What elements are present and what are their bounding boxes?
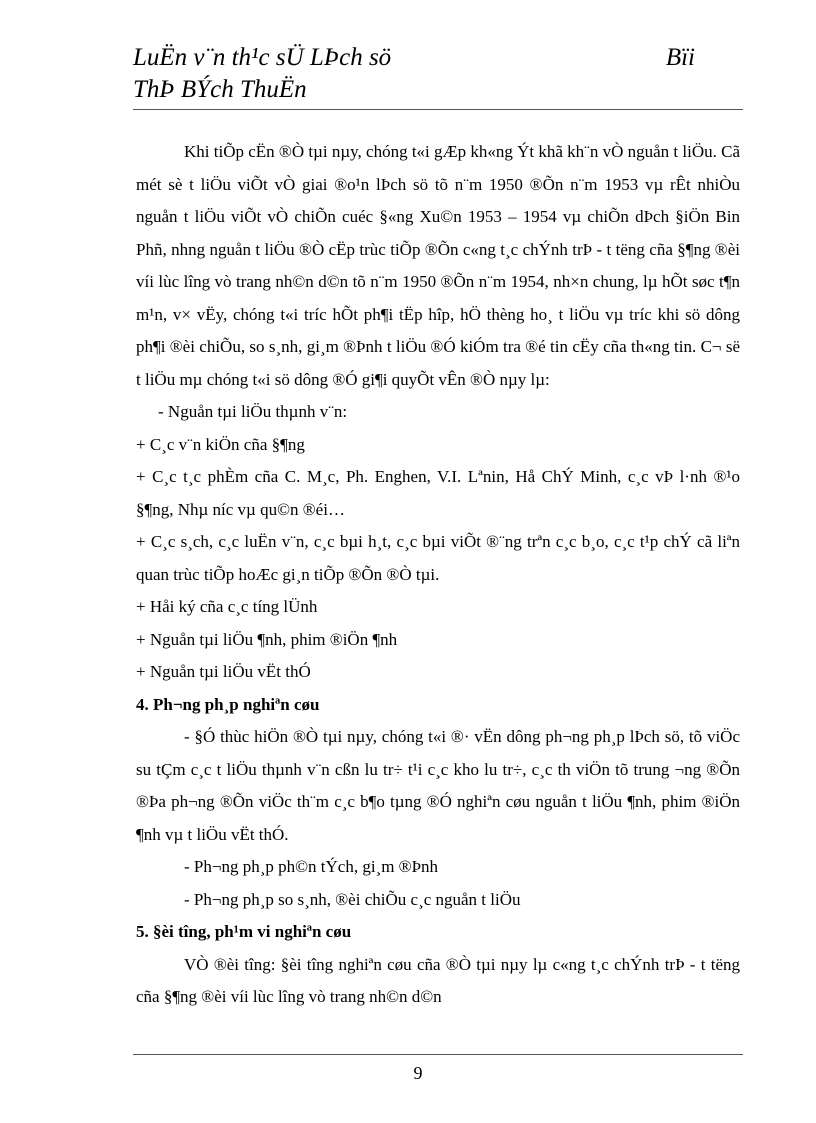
- source-list-item: + Nguån tµi liÖu vËt thÓ: [136, 662, 311, 681]
- footer-divider: [133, 1054, 743, 1055]
- methods-paragraph: - §Ó thùc hiÖn ®Ò tµi nµy, chóng t«i ®· vËn dông ph¬ng ph¸p lÞch sö, tõ viÖc su tÇm c¸c t liÖu thµnh v¨n cßn lu tr÷ t¹i c¸c kho lu tr÷, c¸c th viÖn tõ trung ¬ng ®Õn ®Þa ph¬ng ®Õn viÖc th¨m c¸c b¶o tµng ®Ó nghiªn cøu nguån t liÖu ¶nh, phim ®iÖn ¶nh vµ t liÖu vËt thÓ.: [136, 727, 740, 844]
- method-list-item: - Ph¬ng ph¸p ph©n tÝch, gi¸m ®Þnh: [184, 857, 439, 876]
- intro-paragraph: Khi tiÕp cËn ®Ò tµi nµy, chóng t«i gÆp kh«ng Ýt khã kh¨n vÒ nguån t liÖu. Cã mét sè t liÖu viÕt vÒ giai ®o¹n lÞch sö tõ n¨m 1950 ®Õn n¨m 1953 vµ rÊt nhiÒu nguån t liÖu viÕt vÒ chiÕn cuéc §«ng Xu©n 1953 – 1954 vµ chiÕn dÞch §iÖn Bin Phñ, nhng nguån t liÖu ®Ò cËp trùc tiÕp ®Õn c«ng t¸c chÝnh trÞ - t tëng cña §¶ng ®èi víi lùc lîng vò trang nh©n d©n tõ n¨m 1950 ®Õn n¨m 1954, nh×n chung, lµ hÕt søc t¶n m¹n, v× vËy, chóng t«i tríc hÕt ph¶i tËp hîp, hÖ thèng ho¸ t liÖu vµ tríc khi sö dông ph¶i ®èi chiÕu, so s¸nh, gi¸m ®Þnh t liÖu ®Ó kiÓm tra ®é tin cËy cña th«ng tin. C¬ së t liÖu mµ chóng t«i sö dông ®Ó gi¶i quyÕt vÊn ®Ò nµy lµ:: [136, 142, 740, 389]
- source-list-item: + Nguån tµi liÖu ¶nh, phim ®iÖn ¶nh: [136, 629, 398, 649]
- source-list-item: + Håi ký cña c¸c tíng lÜnh: [136, 597, 318, 616]
- running-header: [133, 42, 743, 106]
- source-heading-item: - Nguån tµi liÖu thµnh v¨n:: [158, 402, 348, 421]
- page-number: 9: [413, 1063, 423, 1083]
- source-list-item: + C¸c t¸c phÈm cña C. M¸c, Ph. Enghen, V.I. Lªnin, Hå ChÝ Minh, c¸c vÞ l·nh ®¹o §¶ng, Nhµ níc vµ qu©n ®éi…: [136, 467, 740, 519]
- header-author-surname: Bïi: [665, 44, 695, 71]
- section-heading-methods: 4. Ph¬ng ph¸p nghiªn cøu: [136, 694, 320, 714]
- section-heading-scope: 5. §èi tîng, ph¹m vi nghiªn cøu: [136, 922, 352, 941]
- source-list-item: + C¸c s¸ch, c¸c luËn v¨n, c¸c bµi h¸t, c¸c bµi viÕt ®¨ng trªn c¸c b¸o, c¸c t¹p chÝ cã liªn quan trùc tiÕp hoÆc gi¸n tiÕp ®Õn ®Ò tµi.: [136, 532, 740, 584]
- method-list-item: - Ph¬ng ph¸p so s¸nh, ®èi chiÕu c¸c nguån t liÖu: [184, 889, 521, 909]
- source-list-item: + C¸c v¨n kiÖn cña §¶ng: [136, 434, 305, 454]
- scope-paragraph: VÒ ®èi tîng: §èi tîng nghiªn cøu cña ®Ò tµi nµy lµ c«ng t¸c chÝnh trÞ - t tëng cña §¶ng ®èi víi lùc lîng vò trang nh©n d©n: [136, 954, 740, 1006]
- header-author-name: ThÞ BÝch ThuËn: [133, 76, 307, 103]
- header-thesis-title: LuËn v¨n th¹c sÜ LÞch sö: [133, 44, 392, 71]
- page-body: [136, 136, 740, 1014]
- header-divider: [133, 109, 743, 110]
